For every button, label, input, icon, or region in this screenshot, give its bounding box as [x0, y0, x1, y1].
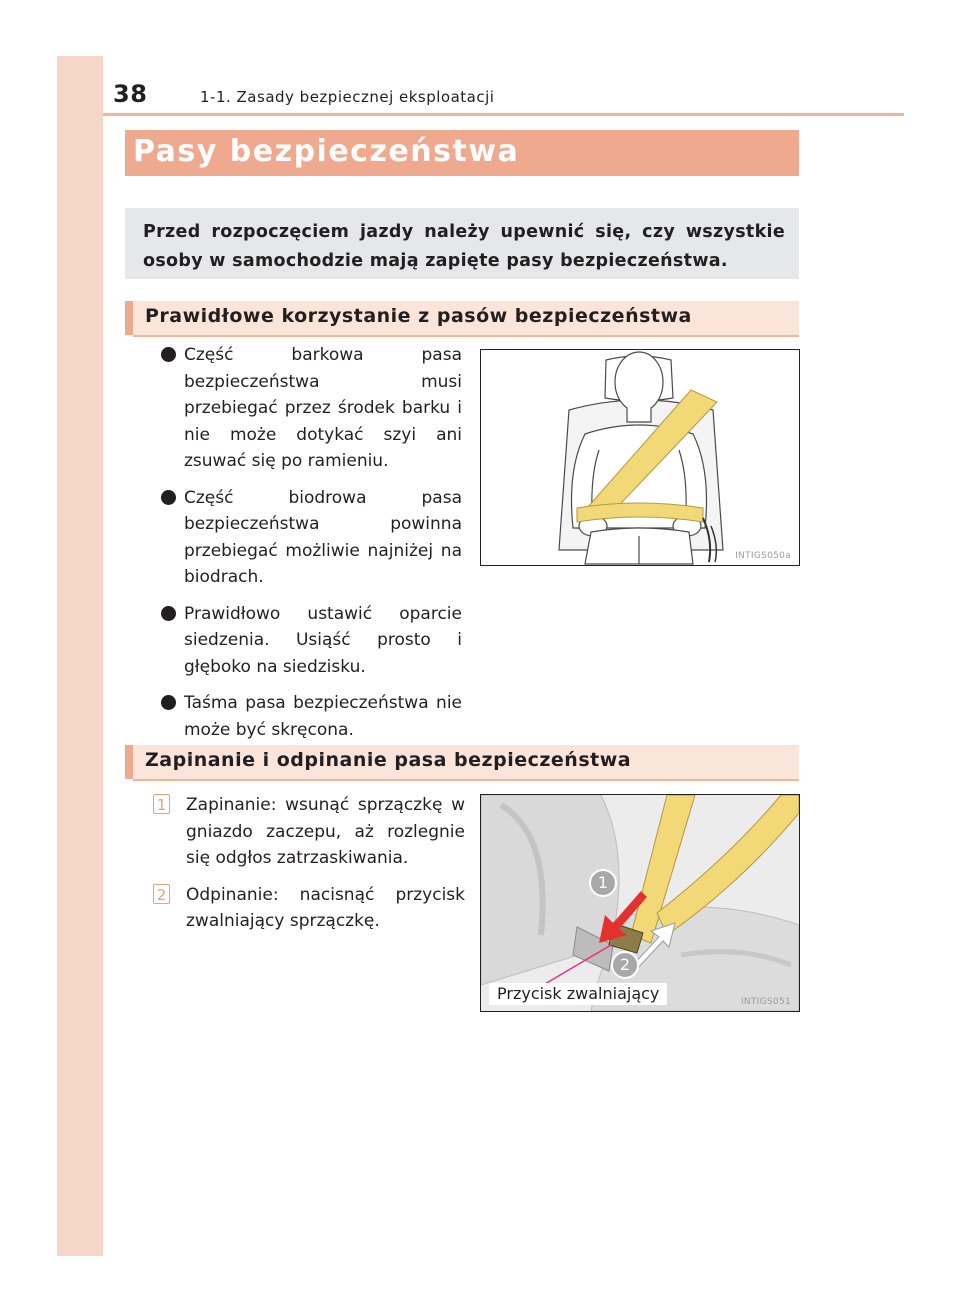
- side-strip: [57, 56, 103, 1256]
- list-item: [153, 792, 465, 872]
- step-list: [153, 792, 465, 945]
- step-text: Odpinanie: nacisnąć przycisk zwalniający sprzączkę.: [186, 884, 465, 931]
- bullet-text: Część biodrowa pasa bezpieczeństwa powinna przebiegać możliwie najniżej na biodrach.: [184, 487, 462, 587]
- section-heading-fastening: [125, 745, 799, 779]
- figure-seated-person: [480, 349, 800, 566]
- list-item: [153, 882, 465, 935]
- section-heading-correct-use: [125, 301, 799, 335]
- page-title-bar: [125, 130, 799, 176]
- running-header: 1-1. Zasady bezpiecznej eksploatacji: [200, 88, 495, 106]
- section-heading-text: Prawidłowe korzystanie z pasów bezpieczeństwa: [145, 305, 692, 327]
- figure-code: INTIGS051: [740, 997, 791, 1007]
- intro-box: [125, 208, 799, 279]
- list-item: [159, 601, 462, 681]
- header-rule: [103, 113, 904, 116]
- bullet-list: [159, 342, 462, 753]
- seatbelt-buckle-illustration: [481, 795, 799, 1011]
- bullet-text: Taśma pasa bezpieczeństwa nie może być skręcona.: [184, 693, 462, 740]
- page-title: Pasy bezpieczeństwa: [133, 134, 520, 169]
- intro-text: Przed rozpoczęciem jazdy należy upewnić się, czy wszystkie osoby w samochodzie mają zapięte pasy bezpieczeństwa.: [143, 222, 785, 271]
- list-item: [159, 690, 462, 743]
- seated-person-seatbelt-illustration: [481, 350, 799, 565]
- figure-buckle: [480, 794, 800, 1012]
- figure-code: INTIGS050a: [735, 551, 791, 561]
- bullet-icon: [161, 695, 176, 710]
- release-button-label: Przycisk zwalniający: [489, 983, 667, 1005]
- bullet-text: Prawidłowo ustawić oparcie siedzenia. Usiąść prosto i głęboko na siedzisku.: [184, 603, 462, 677]
- list-item: [159, 342, 462, 475]
- step-number: 2: [153, 884, 170, 904]
- callout-number-1: 1: [589, 869, 617, 897]
- bullet-text: Część barkowa pasa bezpieczeństwa musi przebiegać przez środek barku i nie może dotykać szyi ani zsuwać się po ramieniu.: [184, 345, 462, 471]
- step-text: Zapinanie: wsunąć sprzączkę w gniazdo zaczepu, aż rozlegnie się odgłos zatrzaskiwania.: [186, 795, 465, 868]
- section-heading-text: Zapinanie i odpinanie pasa bezpieczeństwa: [145, 749, 632, 771]
- page-number: 38: [113, 80, 148, 108]
- bullet-icon: [161, 490, 176, 505]
- list-item: [159, 485, 462, 591]
- bullet-icon: [161, 606, 176, 621]
- step-number: 1: [153, 794, 170, 814]
- bullet-icon: [161, 347, 176, 362]
- callout-number-2: 2: [611, 951, 639, 979]
